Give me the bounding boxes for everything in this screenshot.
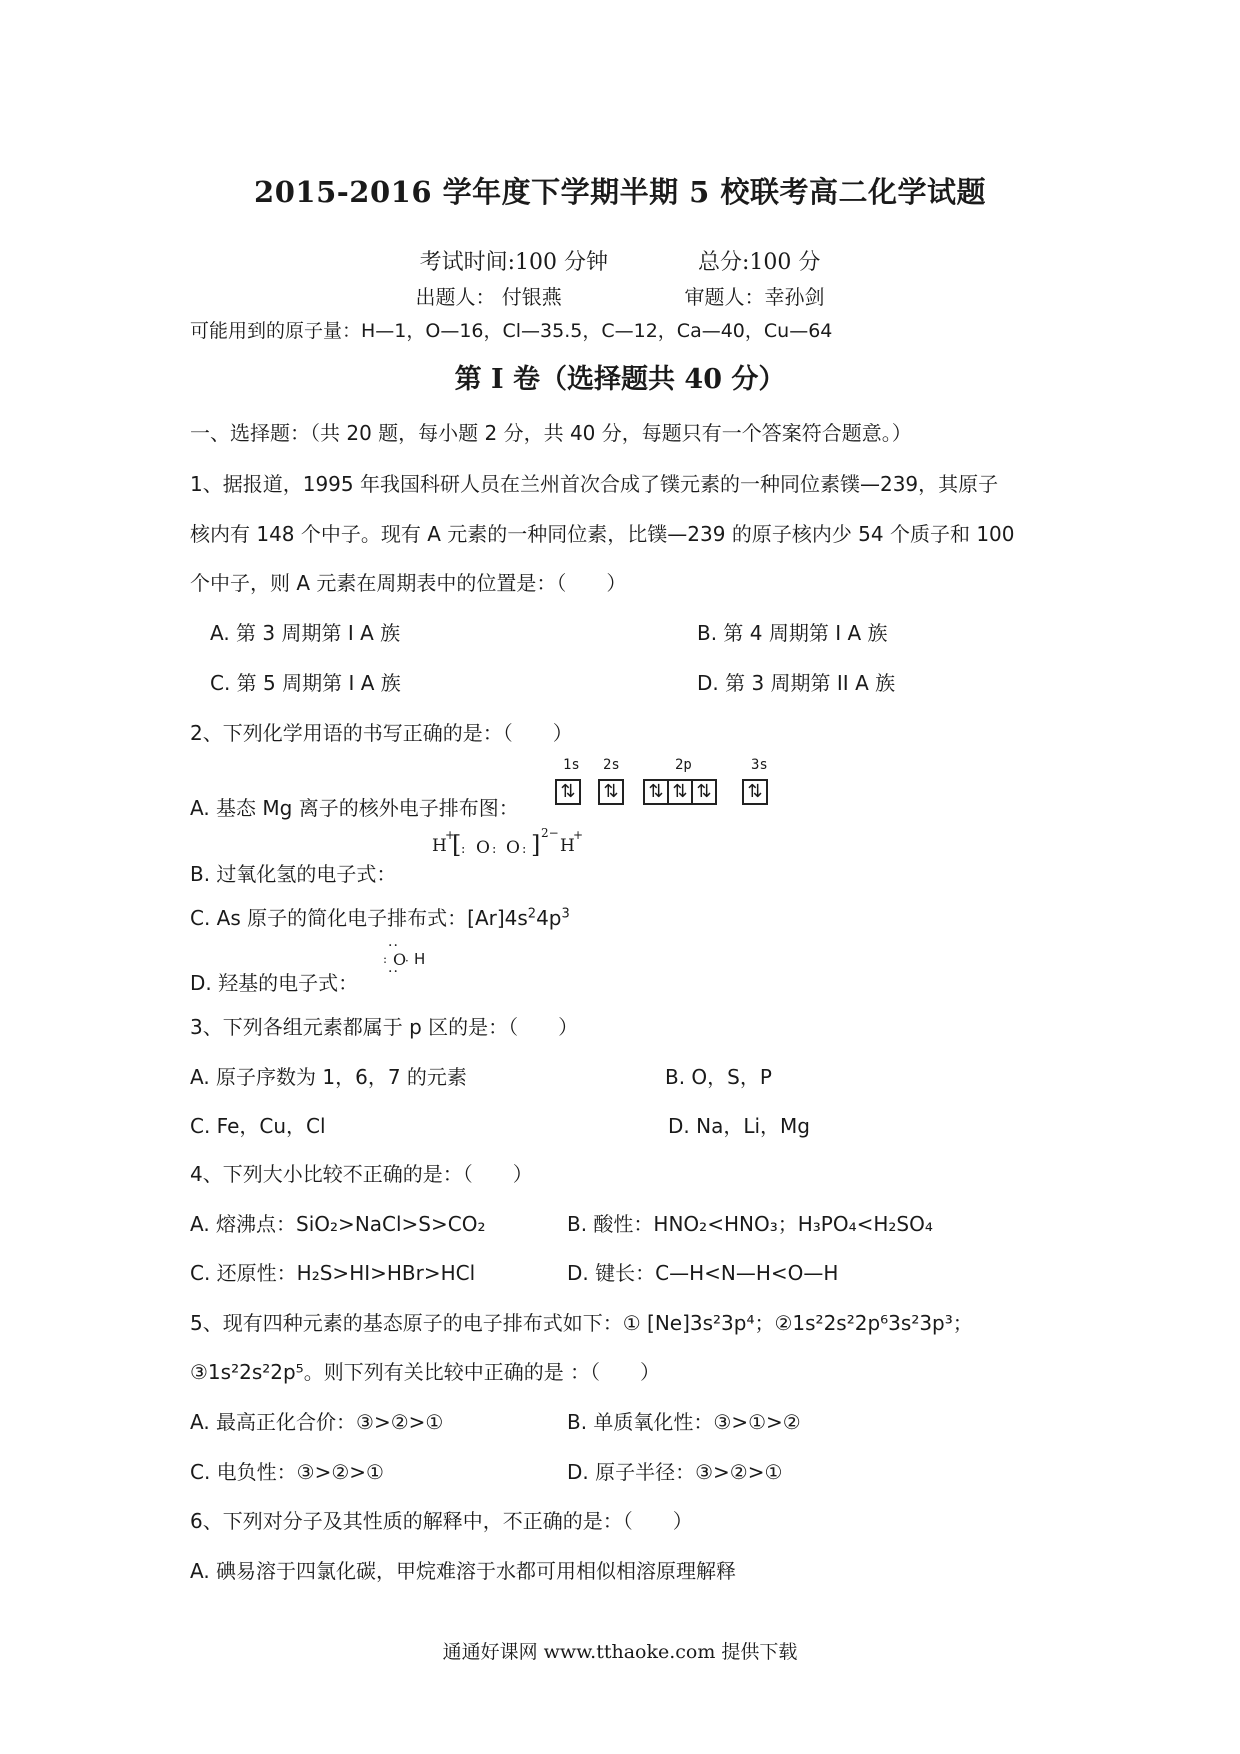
q2-option-d: D. 羟基的电子式： bbox=[190, 971, 359, 995]
q4-option-c: C. 还原性：H₂S>HI>HBr>HCl bbox=[190, 1261, 476, 1285]
q6-stem: 6、下列对分子及其性质的解释中，不正确的是：（ ） bbox=[190, 1509, 693, 1533]
q2-c-sup1: 2 bbox=[527, 906, 537, 922]
q1-option-b: B. 第 4 周期第 I A 族 bbox=[697, 621, 888, 645]
orbital-box-2p-2: ⇅ bbox=[667, 779, 693, 805]
q3-stem: 3、下列各组元素都属于 p 区的是：（ ） bbox=[190, 1015, 579, 1039]
q2-c-prefix: C. As 原子的简化电子排布式：[Ar]4s bbox=[190, 906, 528, 930]
exam-time: 考试时间:100 分钟 bbox=[419, 250, 608, 275]
q1-option-a: A. 第 3 周期第 I A 族 bbox=[210, 621, 401, 645]
section-instructions: 一、选择题：（共 20 题，每小题 2 分，共 40 分，每题只有一个答案符合题意。） bbox=[190, 421, 912, 445]
lewis-plus-right: + bbox=[573, 828, 584, 842]
orbital-box-2p-1: ⇅ bbox=[643, 779, 669, 805]
orbital-box-2s: ⇅ bbox=[598, 779, 624, 805]
q5-line2: ③1s²2s²2p⁵。则下列有关比较中正确的是 ：（ ） bbox=[190, 1360, 661, 1384]
lewis-h-right: H bbox=[560, 836, 575, 856]
q2-stem: 2、下列化学用语的书写正确的是：（ ） bbox=[190, 721, 573, 745]
q1-option-c: C. 第 5 周期第 I A 族 bbox=[210, 671, 401, 695]
lewis-bracket-left: [ bbox=[452, 831, 462, 859]
q4-stem: 4、下列大小比较不正确的是：（ ） bbox=[190, 1162, 533, 1186]
hydroxyl-dot-bond: · bbox=[405, 954, 409, 968]
lewis-bracket-right: ] bbox=[531, 831, 541, 859]
hydroxyl-dots-bottom: ·· bbox=[388, 964, 399, 980]
hydroxyl-h: H bbox=[414, 950, 426, 968]
q3-option-a: A. 原子序数为 1，6，7 的元素 bbox=[190, 1065, 467, 1089]
q5-option-b: B. 单质氧化性：③>①>② bbox=[567, 1410, 801, 1434]
q3-option-b: B. O，S，P bbox=[665, 1065, 772, 1089]
exam-meta-line bbox=[0, 245, 1240, 276]
section-title: 第 I 卷（选择题共 40 分） bbox=[454, 364, 786, 395]
orbital-label-1s: 1s bbox=[563, 757, 580, 773]
q3-option-c: C. Fe，Cu，Cl bbox=[190, 1114, 326, 1138]
exam-reviewer: 审题人：幸孙剑 bbox=[684, 285, 825, 309]
lewis-dots-3: : bbox=[522, 842, 527, 857]
hydroxyl-dots-top: ·· bbox=[388, 938, 399, 954]
q2-option-a: A. 基态 Mg 离子的核外电子排布图： bbox=[190, 796, 519, 820]
atomic-masses: 可能用到的原子量：H—1，O—16，Cl—35.5，C—12，Ca—40，Cu—64 bbox=[190, 320, 833, 342]
lewis-h-left: H bbox=[432, 836, 447, 856]
q4-option-a: A. 熔沸点：SiO₂>NaCl>S>CO₂ bbox=[190, 1212, 486, 1236]
exam-author-line bbox=[0, 281, 1240, 310]
q1-line3: 个中子，则 A 元素在周期表中的位置是：（ ） bbox=[190, 571, 627, 595]
lewis-o-2: O bbox=[506, 838, 520, 858]
q1-line2: 核内有 148 个中子。现有 A 元素的一种同位素，比镤—239 的原子核内少 54 个质子和 100 bbox=[190, 522, 1015, 546]
total-score: 总分:100 分 bbox=[698, 250, 821, 275]
q2-option-c bbox=[190, 902, 570, 931]
q3-option-d: D. Na，Li，Mg bbox=[668, 1114, 810, 1138]
q2-c-mid: 4p bbox=[536, 906, 562, 930]
q4-option-d: D. 键长：C—H<N—H<O—H bbox=[567, 1261, 839, 1285]
orbital-label-3s: 3s bbox=[751, 757, 768, 773]
exam-author: 出题人： 付银燕 bbox=[415, 285, 562, 309]
orbital-box-3s: ⇅ bbox=[742, 779, 768, 805]
q1-line1: 1、据报道，1995 年我国科研人员在兰州首次合成了镤元素的一种同位素镤—239，其原子 bbox=[190, 472, 999, 496]
orbital-box-2p-3: ⇅ bbox=[691, 779, 717, 805]
q4-option-b: B. 酸性：HNO₂<HNO₃；H₃PO₄<H₂SO₄ bbox=[567, 1212, 933, 1236]
q5-option-c: C. 电负性：③>②>① bbox=[190, 1460, 384, 1484]
q5-option-a: A. 最高正化合价：③>②>① bbox=[190, 1410, 444, 1434]
orbital-label-2p: 2p bbox=[675, 757, 692, 773]
hydroxyl-o: O bbox=[393, 950, 407, 969]
lewis-plus-left: + bbox=[445, 828, 456, 842]
q1-option-d: D. 第 3 周期第 II A 族 bbox=[697, 671, 896, 695]
hydroxyl-dots-left: : bbox=[383, 952, 388, 966]
lewis-dots-2: : bbox=[492, 842, 497, 857]
orbital-label-2s: 2s bbox=[603, 757, 620, 773]
q5-option-d: D. 原子半径：③>②>① bbox=[567, 1460, 783, 1484]
exam-title: 2015-2016 学年度下学期半期 5 校联考高二化学试题 bbox=[254, 175, 986, 209]
lewis-o-1: O bbox=[476, 838, 490, 858]
q5-line1: 5、现有四种元素的基态原子的电子排布式如下：① [Ne]3s²3p⁴；②1s²2s²2p⁶3s²3p³； bbox=[190, 1311, 973, 1335]
q2-c-sup2: 3 bbox=[561, 906, 570, 922]
lewis-charge: 2− bbox=[541, 826, 559, 840]
q6-option-a: A. 碘易溶于四氯化碳，甲烷难溶于水都可用相似相溶原理解释 bbox=[190, 1559, 737, 1583]
page-footer: 通通好课网 www.tthaoke.com 提供下载 bbox=[442, 1641, 798, 1663]
orbital-box-1s: ⇅ bbox=[555, 779, 581, 805]
lewis-dots-1: : bbox=[461, 842, 465, 857]
q2-option-b: B. 过氧化氢的电子式： bbox=[190, 862, 397, 886]
